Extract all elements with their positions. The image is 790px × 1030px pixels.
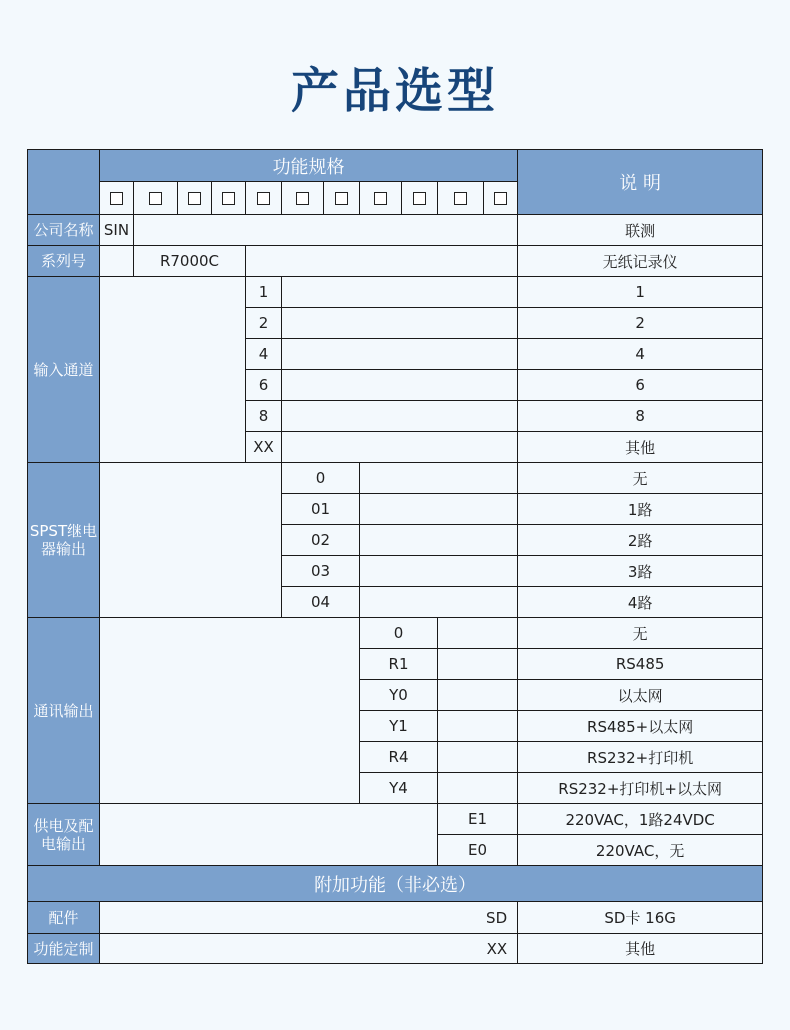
- spacer-cell: [360, 463, 518, 494]
- spacer-cell: [438, 680, 518, 711]
- relay-option-desc: 1路: [518, 494, 763, 525]
- spacer-cell: [360, 494, 518, 525]
- addon-code: SD: [100, 902, 518, 934]
- input-option-code: 4: [246, 339, 282, 370]
- addon-desc: 其他: [518, 934, 763, 964]
- checkbox[interactable]: [257, 192, 270, 205]
- company-code: SIN: [100, 215, 134, 246]
- checkbox-cell: [100, 182, 134, 215]
- input-option-desc: 4: [518, 339, 763, 370]
- power-option-desc: 220VAC，1路24VDC: [518, 804, 763, 835]
- comm-option-desc: RS485: [518, 649, 763, 680]
- spacer-cell: [100, 277, 246, 463]
- spacer-cell: [100, 618, 360, 804]
- spacer-cell: [134, 215, 518, 246]
- checkbox-cell: [324, 182, 360, 215]
- checkbox[interactable]: [335, 192, 348, 205]
- checkbox[interactable]: [454, 192, 467, 205]
- checkbox[interactable]: [149, 192, 162, 205]
- header-corner: [28, 150, 100, 215]
- spacer-cell: [100, 463, 282, 618]
- checkbox-cell: [212, 182, 246, 215]
- checkbox[interactable]: [222, 192, 235, 205]
- comm-option-code: 0: [360, 618, 438, 649]
- spacer-cell: [282, 432, 518, 463]
- comm-option-code: Y1: [360, 711, 438, 742]
- checkbox[interactable]: [188, 192, 201, 205]
- selection-table: [27, 149, 763, 964]
- input-option-code: XX: [246, 432, 282, 463]
- spacer-cell: [360, 587, 518, 618]
- series-label: 系列号: [28, 246, 100, 277]
- comm-option-desc: 无: [518, 618, 763, 649]
- spacer-cell: [360, 525, 518, 556]
- checkbox-cell: [246, 182, 282, 215]
- input-option-desc: 6: [518, 370, 763, 401]
- relay-option-code: 0: [282, 463, 360, 494]
- relay-option-code: 04: [282, 587, 360, 618]
- input-label: 输入通道: [28, 277, 100, 463]
- power-option-code: E0: [438, 835, 518, 866]
- comm-option-desc: RS232+打印机+以太网: [518, 773, 763, 804]
- relay-option-code: 02: [282, 525, 360, 556]
- relay-option-code: 03: [282, 556, 360, 587]
- spacer-cell: [246, 246, 518, 277]
- spec-header: 功能规格: [100, 150, 518, 182]
- comm-option-desc: 以太网: [518, 680, 763, 711]
- spacer-cell: [282, 277, 518, 308]
- checkbox-cell: [402, 182, 438, 215]
- input-option-code: 6: [246, 370, 282, 401]
- comm-option-desc: RS232+打印机: [518, 742, 763, 773]
- series-desc: 无纸记录仪: [518, 246, 763, 277]
- relay-option-desc: 3路: [518, 556, 763, 587]
- spacer-cell: [282, 308, 518, 339]
- checkbox[interactable]: [110, 192, 123, 205]
- input-option-desc: 1: [518, 277, 763, 308]
- spacer-cell: [100, 804, 438, 866]
- relay-option-desc: 2路: [518, 525, 763, 556]
- relay-label: SPST继电器输出: [28, 463, 100, 618]
- checkbox-cell: [360, 182, 402, 215]
- power-label: 供电及配电输出: [28, 804, 100, 866]
- addon-label: 功能定制: [28, 934, 100, 964]
- power-option-code: E1: [438, 804, 518, 835]
- power-option-desc: 220VAC，无: [518, 835, 763, 866]
- addon-label: 配件: [28, 902, 100, 934]
- company-desc: 联测: [518, 215, 763, 246]
- checkbox-cell: [178, 182, 212, 215]
- comm-option-code: Y0: [360, 680, 438, 711]
- spacer-cell: [438, 618, 518, 649]
- relay-option-desc: 无: [518, 463, 763, 494]
- company-label: 公司名称: [28, 215, 100, 246]
- input-option-code: 1: [246, 277, 282, 308]
- comm-option-desc: RS485+以太网: [518, 711, 763, 742]
- addon-header: 附加功能（非必选）: [28, 866, 763, 902]
- input-option-desc: 2: [518, 308, 763, 339]
- relay-option-code: 01: [282, 494, 360, 525]
- checkbox[interactable]: [296, 192, 309, 205]
- checkbox[interactable]: [374, 192, 387, 205]
- spacer-cell: [282, 370, 518, 401]
- comm-label: 通讯输出: [28, 618, 100, 804]
- spacer-cell: [282, 339, 518, 370]
- input-option-desc: 8: [518, 401, 763, 432]
- checkbox-cell: [282, 182, 324, 215]
- comm-option-code: R1: [360, 649, 438, 680]
- addon-desc: SD卡 16G: [518, 902, 763, 934]
- page-title: 产品选型: [290, 63, 499, 119]
- addon-code: XX: [100, 934, 518, 964]
- input-option-code: 8: [246, 401, 282, 432]
- spacer-cell: [360, 556, 518, 587]
- spacer-cell: [282, 401, 518, 432]
- comm-option-code: R4: [360, 742, 438, 773]
- relay-option-desc: 4路: [518, 587, 763, 618]
- series-code: R7000C: [134, 246, 246, 277]
- spacer-cell: [438, 742, 518, 773]
- comm-option-code: Y4: [360, 773, 438, 804]
- spacer-cell: [438, 649, 518, 680]
- checkbox[interactable]: [413, 192, 426, 205]
- spacer-cell: [438, 711, 518, 742]
- checkbox-cell: [438, 182, 484, 215]
- desc-header: 说 明: [518, 150, 763, 215]
- input-option-code: 2: [246, 308, 282, 339]
- spacer-cell: [438, 773, 518, 804]
- checkbox-cell: [134, 182, 178, 215]
- checkbox[interactable]: [494, 192, 507, 205]
- input-option-desc: 其他: [518, 432, 763, 463]
- spacer-cell: [100, 246, 134, 277]
- checkbox-cell: [484, 182, 518, 215]
